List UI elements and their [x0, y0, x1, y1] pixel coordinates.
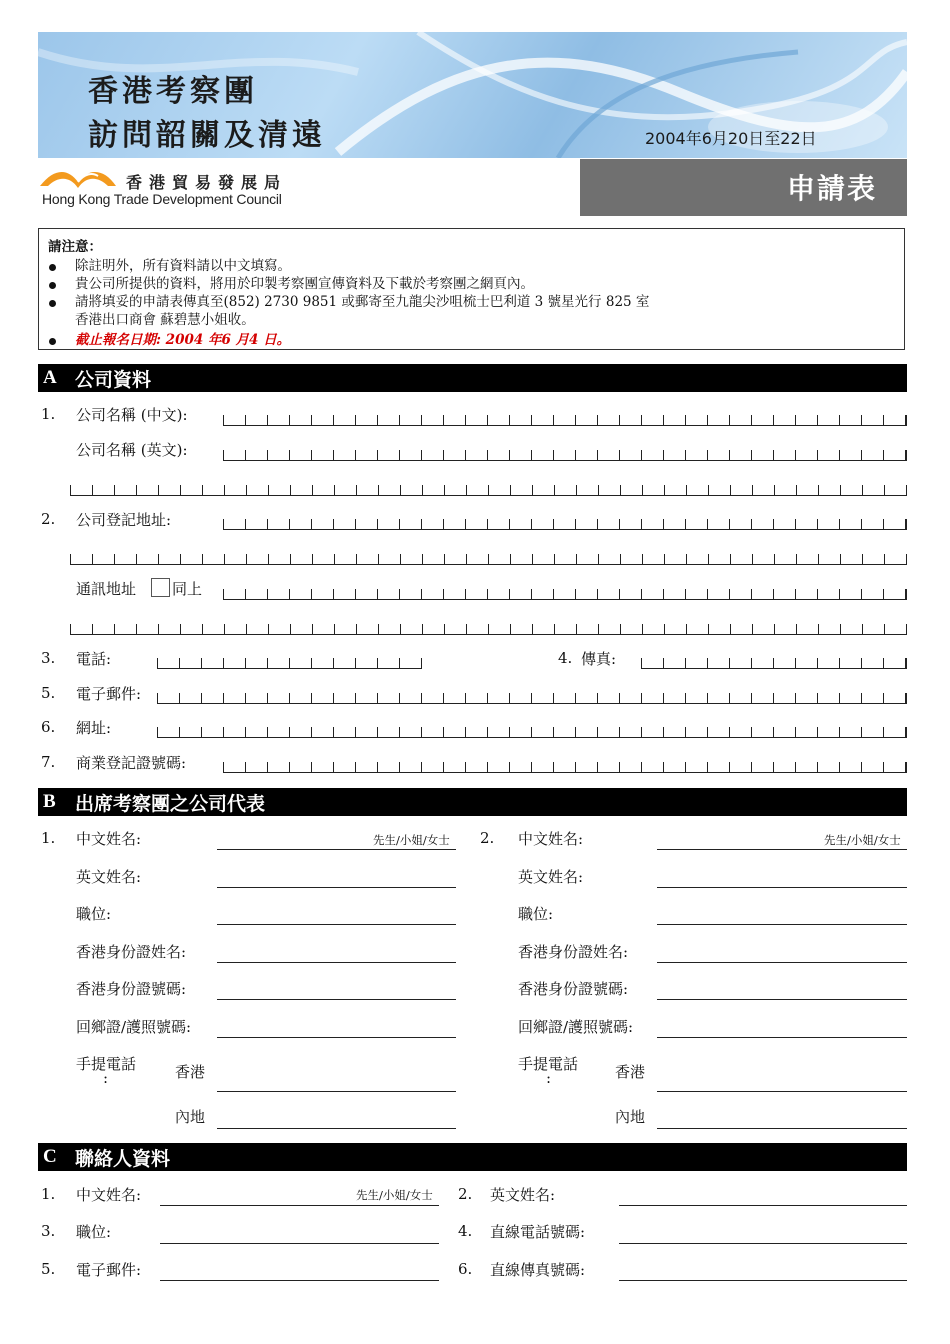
contact-direct-fax-input[interactable] [619, 1280, 907, 1281]
item-number: 1. [41, 829, 56, 847]
section-letter: B [43, 791, 56, 812]
rep1-mobile-mainland-label: 內地 [175, 1108, 206, 1126]
section-letter: C [43, 1146, 57, 1167]
same-as-above-label: 同上 [172, 580, 203, 598]
notice-item: 請將填妥的申請表傳真至(852) 2730 9851 或郵寄至九龍尖沙咀梳士巴利道 3 號星光行 825 室 [75, 294, 650, 310]
rep1-passport-input[interactable] [217, 1037, 456, 1038]
rep2-position-input[interactable] [657, 924, 907, 925]
phone-input[interactable] [157, 658, 422, 669]
item-number: 3. [41, 1222, 56, 1240]
rep1-name-en-input[interactable] [217, 887, 456, 888]
rep1-position-input[interactable] [217, 924, 456, 925]
rep2-mobile-hk-label: 香港 [615, 1063, 646, 1081]
rep1-hkid-name-input[interactable] [217, 962, 456, 963]
contact-name-en-label: 英文姓名: [490, 1186, 556, 1204]
mailing-address-label: 通訊地址 [76, 580, 137, 598]
notice-item: 除註明外，所有資料請以中文填寫。 [75, 258, 291, 274]
contact-position-input[interactable] [160, 1243, 439, 1244]
bullet-icon [49, 338, 56, 345]
registered-address-input[interactable] [223, 519, 907, 530]
item-number: 5. [41, 684, 56, 702]
contact-direct-phone-label: 直線電話號碼: [490, 1223, 586, 1241]
logo-chinese-name: 香港貿易發展局 [126, 173, 288, 192]
rep1-name-cn-input[interactable] [217, 849, 456, 850]
deadline-notice: 截止報名日期: 2004 年6 月4 日。 [75, 332, 291, 348]
contact-email-label: 電子郵件: [76, 1261, 142, 1279]
rep2-name-cn-label: 中文姓名: [518, 830, 584, 848]
rep2-mobile-hk-input[interactable] [657, 1091, 907, 1092]
rep2-hkid-no-input[interactable] [657, 999, 907, 1000]
rep2-hkid-name-input[interactable] [657, 962, 907, 963]
contact-title-options: 先生/小姐/女士 [356, 1188, 433, 1202]
logo-english-name: Hong Kong Trade Development Council [42, 191, 282, 207]
rep2-position-label: 職位: [518, 905, 554, 923]
rep1-mobile-hk-input[interactable] [217, 1091, 456, 1092]
contact-name-cn-input[interactable] [160, 1205, 439, 1206]
rep2-title-options: 先生/小姐/女士 [824, 833, 901, 847]
rep1-mobile-mainland-input[interactable] [217, 1128, 456, 1129]
rep1-position-label: 職位: [76, 905, 112, 923]
rep1-passport-label: 回鄉證/護照號碼: [76, 1018, 192, 1036]
rep1-hkid-no-label: 香港身份證號碼: [76, 980, 187, 998]
rep2-mobile-label: 手提電話 [518, 1055, 579, 1073]
section-a-header [38, 364, 907, 392]
form-title: 申請表 [786, 172, 877, 205]
contact-direct-fax-label: 直線傳真號碼: [490, 1261, 586, 1279]
section-title: 出席考察團之公司代表 [75, 793, 266, 815]
section-title: 公司資料 [75, 369, 152, 391]
contact-name-en-input[interactable] [619, 1205, 907, 1206]
company-name-en-input-cont[interactable] [70, 485, 907, 496]
email-input[interactable] [157, 693, 907, 704]
contact-direct-phone-input[interactable] [619, 1243, 907, 1244]
item-number: 3. [41, 649, 56, 667]
rep2-name-en-label: 英文姓名: [518, 868, 584, 886]
contact-position-label: 職位: [76, 1223, 112, 1241]
item-number: 4. [558, 649, 573, 667]
item-number: 2. [41, 510, 56, 528]
section-c-header [38, 1143, 907, 1171]
contact-name-cn-label: 中文姓名: [76, 1186, 142, 1204]
registered-address-label: 公司登記地址: [76, 511, 172, 529]
item-number: 7. [41, 753, 56, 771]
form-title-box [580, 159, 907, 216]
rep1-mobile-label: 手提電話 [76, 1055, 137, 1073]
rep1-mobile-hk-label: 香港 [175, 1063, 206, 1081]
rep2-mobile-mainland-label: 內地 [615, 1108, 646, 1126]
tdc-logo-icon [38, 166, 118, 190]
rep1-title-options: 先生/小姐/女士 [373, 833, 450, 847]
event-title-line1: 香港考察團 [88, 74, 258, 109]
event-date: 2004年6月20日至22日 [645, 129, 817, 148]
company-name-cn-input[interactable] [223, 415, 907, 426]
rep2-mobile-mainland-input[interactable] [657, 1128, 907, 1129]
item-number: 5. [41, 1260, 56, 1278]
bullet-icon [49, 264, 56, 271]
mailing-address-input[interactable] [223, 589, 907, 600]
bullet-icon [49, 282, 56, 289]
rep2-hkid-no-label: 香港身份證號碼: [518, 980, 629, 998]
website-label: 網址: [76, 719, 112, 737]
bullet-icon [49, 300, 56, 307]
rep2-name-cn-input[interactable] [657, 849, 907, 850]
rep2-passport-label: 回鄉證/護照號碼: [518, 1018, 634, 1036]
mailing-address-input-cont[interactable] [70, 624, 907, 635]
item-number: 4. [458, 1222, 473, 1240]
fax-input[interactable] [641, 658, 907, 669]
email-label: 電子郵件: [76, 685, 142, 703]
rep2-mobile-colon: : [546, 1069, 552, 1087]
rep1-hkid-no-input[interactable] [217, 999, 456, 1000]
event-title-line2: 訪問韶關及清遠 [88, 118, 326, 153]
item-number: 6. [458, 1260, 473, 1278]
company-name-en-input[interactable] [223, 450, 907, 461]
rep2-passport-input[interactable] [657, 1037, 907, 1038]
notice-heading: 請注意： [48, 239, 102, 255]
contact-email-input[interactable] [160, 1280, 439, 1281]
company-name-cn-label: 公司名稱 (中文): [76, 406, 188, 424]
header-banner [38, 32, 907, 158]
item-number: 2. [458, 1185, 473, 1203]
section-letter: A [43, 367, 57, 388]
item-number: 2. [480, 829, 495, 847]
section-b-header [38, 788, 907, 816]
br-number-label: 商業登記證號碼: [76, 754, 187, 772]
rep1-name-en-label: 英文姓名: [76, 868, 142, 886]
br-number-input[interactable] [223, 762, 907, 773]
section-title: 聯絡人資料 [75, 1148, 171, 1170]
registered-address-input-cont[interactable] [70, 554, 907, 565]
rep1-hkid-name-label: 香港身份證姓名: [76, 943, 187, 961]
item-number: 1. [41, 405, 56, 423]
rep1-name-cn-label: 中文姓名: [76, 830, 142, 848]
fax-label: 傳真: [581, 650, 617, 668]
notice-item: 貴公司所提供的資料，將用於印製考察團宣傳資料及下載於考察團之網頁內。 [75, 276, 534, 292]
website-input[interactable] [157, 727, 907, 738]
item-number: 6. [41, 718, 56, 736]
same-as-above-checkbox[interactable] [151, 578, 170, 597]
phone-label: 電話: [76, 650, 112, 668]
company-name-en-label: 公司名稱 (英文): [76, 441, 188, 459]
notice-box [38, 228, 905, 350]
rep1-mobile-colon: : [103, 1069, 109, 1087]
rep2-hkid-name-label: 香港身份證姓名: [518, 943, 629, 961]
notice-item: 香港出口商會 蘇碧慧小姐收。 [75, 312, 255, 328]
rep2-name-en-input[interactable] [657, 887, 907, 888]
item-number: 1. [41, 1185, 56, 1203]
